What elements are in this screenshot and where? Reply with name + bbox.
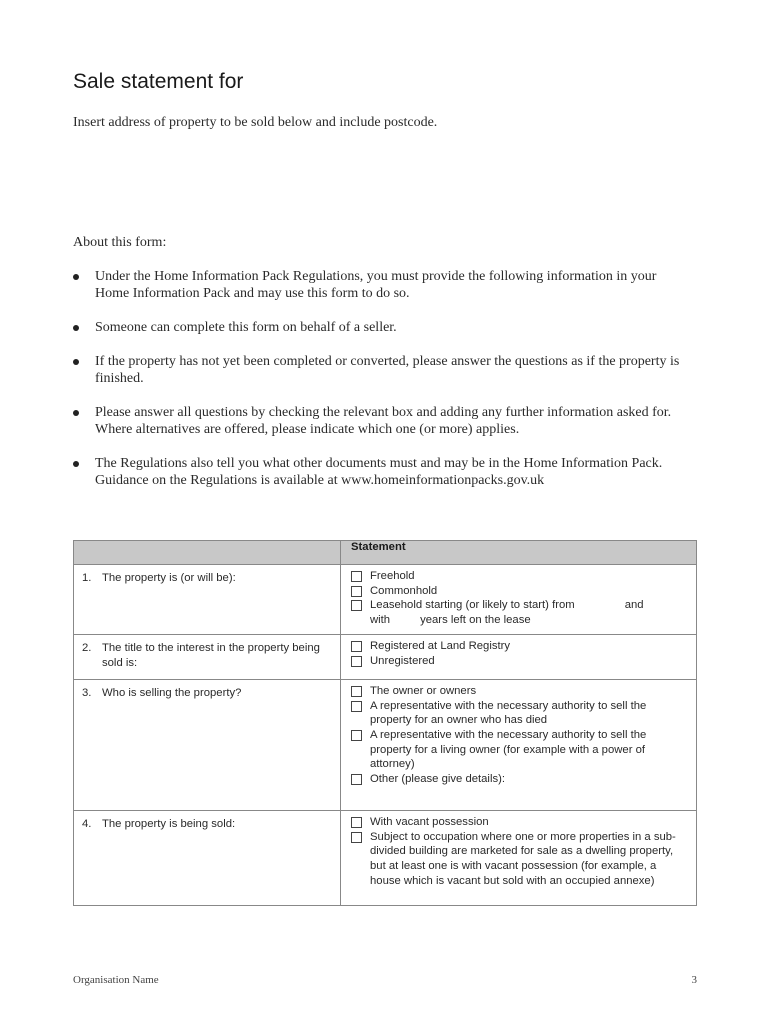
checkbox[interactable] (351, 817, 362, 828)
bullet-dot-icon (73, 461, 79, 467)
table-row (74, 565, 697, 635)
page-title: Sale statement for (73, 70, 244, 93)
answer-cell (341, 810, 697, 905)
checkbox[interactable] (351, 656, 362, 667)
statement-table (73, 540, 697, 906)
footer-page-number: 3 (691, 974, 697, 986)
table-row (74, 679, 697, 810)
about-bullets (73, 268, 693, 506)
bullet-item: Under the Home Information Pack Regulations, you must provide the following information in your Home Information Pack and may use this form to do so. (73, 268, 693, 302)
question-cell (74, 679, 341, 810)
checkbox[interactable] (351, 701, 362, 712)
option-leasehold[interactable]: Leasehold starting (or likely to start) from and (351, 598, 688, 613)
question-number: 2. (82, 641, 92, 654)
footer-organisation: Organisation Name (73, 974, 159, 986)
header-blank-cell (74, 541, 341, 565)
answer-cell (341, 679, 697, 810)
table-row (74, 810, 697, 905)
question-number: 3. (82, 686, 92, 699)
option-registered[interactable]: Registered at Land Registry (351, 639, 688, 654)
option-unregistered[interactable]: Unregistered (351, 654, 688, 669)
bullet-item: Please answer all questions by checking the relevant box and adding any further information asked for. Where alternatives are offered, please indicate which one (or more) applies. (73, 404, 693, 438)
checkbox[interactable] (351, 600, 362, 611)
option-other[interactable]: Other (please give details): (351, 772, 688, 787)
checkbox[interactable] (351, 832, 362, 843)
intro-text: Insert address of property to be sold below and include postcode. (73, 115, 438, 130)
question-text: Who is selling the property? (102, 686, 242, 699)
bullet-dot-icon (73, 325, 79, 331)
table-row (74, 634, 697, 679)
option-owner[interactable]: The owner or owners (351, 684, 688, 699)
question-number: 1. (82, 572, 92, 584)
checkbox[interactable] (351, 641, 362, 652)
question-text: The property is being sold: (102, 817, 236, 830)
header-statement: Statement (341, 541, 697, 565)
checkbox[interactable] (351, 774, 362, 785)
question-cell (74, 565, 341, 635)
question-cell (74, 634, 341, 679)
checkbox[interactable] (351, 730, 362, 741)
answer-cell (341, 565, 697, 635)
bullet-dot-icon (73, 274, 79, 280)
question-text: The property is (or will be): (102, 572, 236, 584)
about-label: About this form: (73, 235, 167, 250)
checkbox[interactable] (351, 586, 362, 597)
bullet-item: The Regulations also tell you what other documents must and may be in the Home Information Pack. Guidance on the Regulations is available at www.homeinformationpacks.gov.uk (73, 455, 693, 489)
option-freehold[interactable]: Freehold (351, 569, 688, 584)
checkbox[interactable] (351, 686, 362, 697)
bullet-dot-icon (73, 359, 79, 365)
lease-years-line: with years left on the lease (370, 614, 531, 627)
bullet-dot-icon (73, 410, 79, 416)
answer-cell (341, 634, 697, 679)
bullet-item: Someone can complete this form on behalf of a seller. (73, 319, 693, 336)
table-header-row (74, 541, 697, 565)
option-rep-deceased[interactable]: A representative with the necessary authority to sell the property for an owner who has died (351, 699, 688, 728)
option-vacant[interactable]: With vacant possession (351, 815, 688, 830)
question-number: 4. (82, 817, 92, 830)
option-rep-living[interactable]: A representative with the necessary authority to sell the property for a living owner (for example with a power of attorney) (351, 728, 688, 772)
checkbox[interactable] (351, 571, 362, 582)
question-cell (74, 810, 341, 905)
question-text: The title to the interest in the property being sold is: (102, 641, 320, 669)
option-commonhold[interactable]: Commonhold (351, 584, 688, 599)
option-occupation[interactable]: Subject to occupation where one or more properties in a sub-divided building are marketed for sale as a dwelling property, but at least one is with vacant possession (for example, a house which is vacant but sold with an occupied annexe) (351, 830, 688, 889)
bullet-item: If the property has not yet been completed or converted, please answer the questions as if the property is finished. (73, 353, 693, 387)
